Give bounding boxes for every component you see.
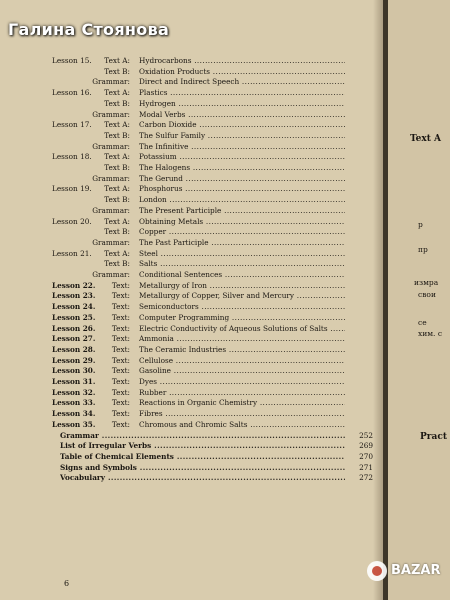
toc-row [0, 142, 385, 152]
toc-title: Metallurgy of Iron ..... [139, 281, 345, 291]
toc-lesson-number: Lesson 15. [52, 56, 92, 65]
toc-title: Oxidation Products ..... [139, 67, 345, 77]
bazar-logo[interactable] [367, 561, 447, 583]
right-page-heading: Text A [410, 134, 442, 144]
toc-title: Chromous and Chromic Salts ..... [139, 420, 345, 430]
toc-row [0, 120, 385, 130]
toc-row [0, 152, 385, 162]
toc-tag: Text: [111, 398, 130, 408]
toc-tag: Text: [111, 409, 130, 419]
toc-title: Modal Verbs ..... [139, 110, 345, 120]
toc-title: The Past Participle ..... [139, 238, 345, 248]
toc-tag: Text: [111, 312, 130, 322]
toc-tag: Grammar: [92, 237, 130, 247]
toc-row [0, 420, 385, 430]
toc-lesson-number: Lesson 32. [52, 387, 96, 397]
right-page-fragment: р [418, 220, 423, 229]
toc-row [0, 238, 385, 248]
toc-row [0, 217, 385, 227]
toc-lesson-number: Lesson 22. [52, 280, 96, 290]
toc-appendix-row [0, 463, 385, 473]
right-page-fragment: хим. с [418, 329, 443, 338]
toc-tag: Text A: [104, 152, 130, 162]
toc-row [0, 313, 385, 323]
toc-row [0, 356, 385, 366]
toc-title: Cellulose ..... [139, 356, 345, 366]
toc-lesson-number: Lesson 17. [52, 120, 92, 130]
toc-tag: Text B: [104, 98, 130, 108]
toc-title: Gasoline ..... [139, 366, 345, 376]
toc-row [0, 249, 385, 259]
toc-lesson-number: Lesson 20. [52, 216, 92, 226]
toc-appendix-row [0, 473, 385, 483]
toc-title: Carbon Dioxide ..... [139, 120, 345, 130]
toc-title: The Ceramic Industries ..... [139, 345, 345, 355]
toc-row [0, 110, 385, 120]
toc-title: Semiconductors ..... [139, 302, 345, 312]
toc-row [0, 377, 385, 387]
toc-tag: Text A: [104, 120, 130, 130]
toc-title: Obtaining Metals ..... [139, 217, 345, 227]
toc-tag: Text A: [104, 248, 130, 258]
toc-title: The Infinitive ..... [139, 142, 345, 152]
toc-title: Reactions in Organic Chemistry ..... [139, 398, 345, 408]
toc-title: Conditional Sentences ..... [139, 270, 345, 280]
toc-title: Dyes ..... [139, 377, 345, 387]
toc-title: Phosphorus ..... [139, 184, 345, 194]
toc-title: Ammonia ..... [139, 334, 345, 344]
toc-title: Rubber ..... [139, 388, 345, 398]
toc-row [0, 131, 385, 141]
toc-row [0, 334, 385, 344]
page-number: 6 [64, 579, 70, 588]
toc-row [0, 88, 385, 98]
bazar-logo-text: BAZAR [391, 563, 441, 578]
toc-title: The Present Participle ..... [139, 206, 345, 216]
toc-tag: Text: [111, 334, 130, 344]
toc-lesson-number: Lesson 19. [52, 184, 92, 194]
toc-row [0, 174, 385, 184]
toc-title: Computer Programming ..... [139, 313, 345, 323]
toc-title: Copper ..... [139, 227, 345, 237]
toc-row [0, 345, 385, 355]
toc-lesson-number: Lesson 27. [52, 334, 96, 344]
toc-tag: Text: [111, 302, 130, 312]
toc-appendix-row [0, 441, 385, 451]
toc-appendix-row [0, 452, 385, 462]
toc-title: London ..... [139, 195, 345, 205]
toc-appendix-title: List of Irregular Verbs ..... [60, 441, 345, 451]
toc-lesson-number: Lesson 21. [52, 248, 92, 258]
toc-title: Electric Conductivity of Aqueous Solutions of Salts ..... [139, 324, 345, 334]
toc-lesson-number: Lesson 23. [52, 291, 96, 301]
toc-tag: Text B: [104, 227, 130, 237]
toc-title: Steel ..... [139, 249, 345, 259]
toc-row [0, 291, 385, 301]
bazar-icon [367, 561, 387, 581]
seller-watermark: Галина Стоянова [8, 20, 170, 39]
toc-tag: Text A: [104, 88, 130, 98]
toc-page-number: 252 [359, 430, 373, 440]
toc-title: Plastics ..... [139, 88, 345, 98]
toc-appendix-title: Signs and Symbols ..... [60, 463, 345, 473]
toc-row [0, 77, 385, 87]
toc-tag: Text: [111, 377, 130, 386]
right-page-fragment: се [418, 318, 427, 327]
toc-row [0, 259, 385, 269]
toc-lesson-number: Lesson 28. [52, 344, 96, 354]
toc-row [0, 366, 385, 376]
toc-row [0, 281, 385, 291]
toc-tag: Text: [111, 387, 130, 397]
toc-lesson-number: Lesson 24. [52, 302, 96, 312]
toc-title: The Gerund ..... [139, 174, 345, 184]
right-page-fragment: свои [418, 290, 436, 299]
toc-tag: Grammar: [92, 141, 130, 151]
toc-title: Hydrogen ..... [139, 99, 345, 109]
toc-title: The Halogens ..... [139, 163, 345, 173]
toc-lesson-number: Lesson 35. [52, 419, 96, 429]
toc-page-number: 270 [359, 451, 373, 461]
toc-tag: Text: [111, 291, 130, 301]
toc-tag: Grammar: [92, 205, 130, 215]
toc-appendix-title: Table of Chemical Elements ..... [60, 452, 345, 462]
toc-title: Metallurgy of Copper, Silver and Mercury ..... [139, 291, 345, 301]
toc-tag: Grammar: [92, 77, 130, 87]
toc-tag: Text B: [104, 66, 130, 76]
toc-appendix-row [0, 431, 385, 441]
toc-title: The Sulfur Family ..... [139, 131, 345, 141]
toc-row [0, 195, 385, 205]
toc-row [0, 206, 385, 216]
toc-lesson-number: Lesson 25. [52, 312, 96, 322]
toc-title: Potassium ..... [139, 152, 345, 162]
toc-tag: Text A: [104, 216, 130, 226]
toc-lesson-number: Lesson 26. [52, 323, 96, 333]
toc-tag: Text: [111, 355, 130, 365]
toc-tag: Text B: [104, 130, 130, 140]
toc-tag: Text B: [104, 163, 130, 172]
right-page-fragment: измра [414, 278, 439, 287]
toc-tag: Grammar: [92, 173, 130, 183]
toc-page-number: 269 [359, 441, 373, 451]
toc-tag: Grammar: [92, 109, 130, 119]
toc-row [0, 227, 385, 237]
toc-tag: Grammar: [92, 270, 130, 279]
toc-title: Salts ..... [139, 259, 345, 269]
toc-tag: Text A: [104, 184, 130, 194]
toc-tag: Text B: [104, 195, 130, 205]
toc-row [0, 388, 385, 398]
toc-lesson-number: Lesson 18. [52, 152, 92, 162]
toc-tag: Text A: [104, 56, 130, 65]
toc-row [0, 409, 385, 419]
toc-row [0, 302, 385, 312]
toc-page-number: 271 [359, 462, 373, 472]
toc-appendix-title: Vocabulary ..... [60, 473, 345, 483]
book-page-right [388, 0, 450, 600]
toc-tag: Text: [111, 280, 130, 290]
toc-row [0, 398, 385, 408]
toc-lesson-number: Lesson 34. [52, 409, 96, 419]
toc-row [0, 270, 385, 280]
toc-tag: Text: [111, 419, 130, 429]
toc-tag: Text B: [104, 259, 130, 269]
toc-title: Hydrocarbons ..... [139, 56, 345, 66]
toc-title: Fibres ..... [139, 409, 345, 419]
toc-row [0, 99, 385, 109]
toc-title: Direct and Indirect Speech ..... [139, 77, 345, 87]
toc-lesson-number: Lesson 29. [52, 355, 96, 365]
toc-row [0, 56, 385, 66]
toc-tag: Text: [111, 344, 130, 354]
right-page-heading-2: Pract [420, 432, 447, 442]
toc-lesson-number: Lesson 16. [52, 88, 92, 98]
right-page-fragment: пр [418, 245, 428, 254]
toc-row [0, 184, 385, 194]
toc-page-number: 272 [359, 473, 373, 483]
toc-appendix-title: Grammar ..... [60, 431, 345, 441]
toc-row [0, 67, 385, 77]
toc-tag: Text: [111, 323, 130, 333]
toc-row [0, 163, 385, 173]
toc-tag: Text: [111, 366, 130, 376]
toc-lesson-number: Lesson 33. [52, 398, 96, 408]
toc-row [0, 324, 385, 334]
toc-lesson-number: Lesson 30. [52, 366, 96, 376]
toc-lesson-number: Lesson 31. [52, 377, 96, 386]
